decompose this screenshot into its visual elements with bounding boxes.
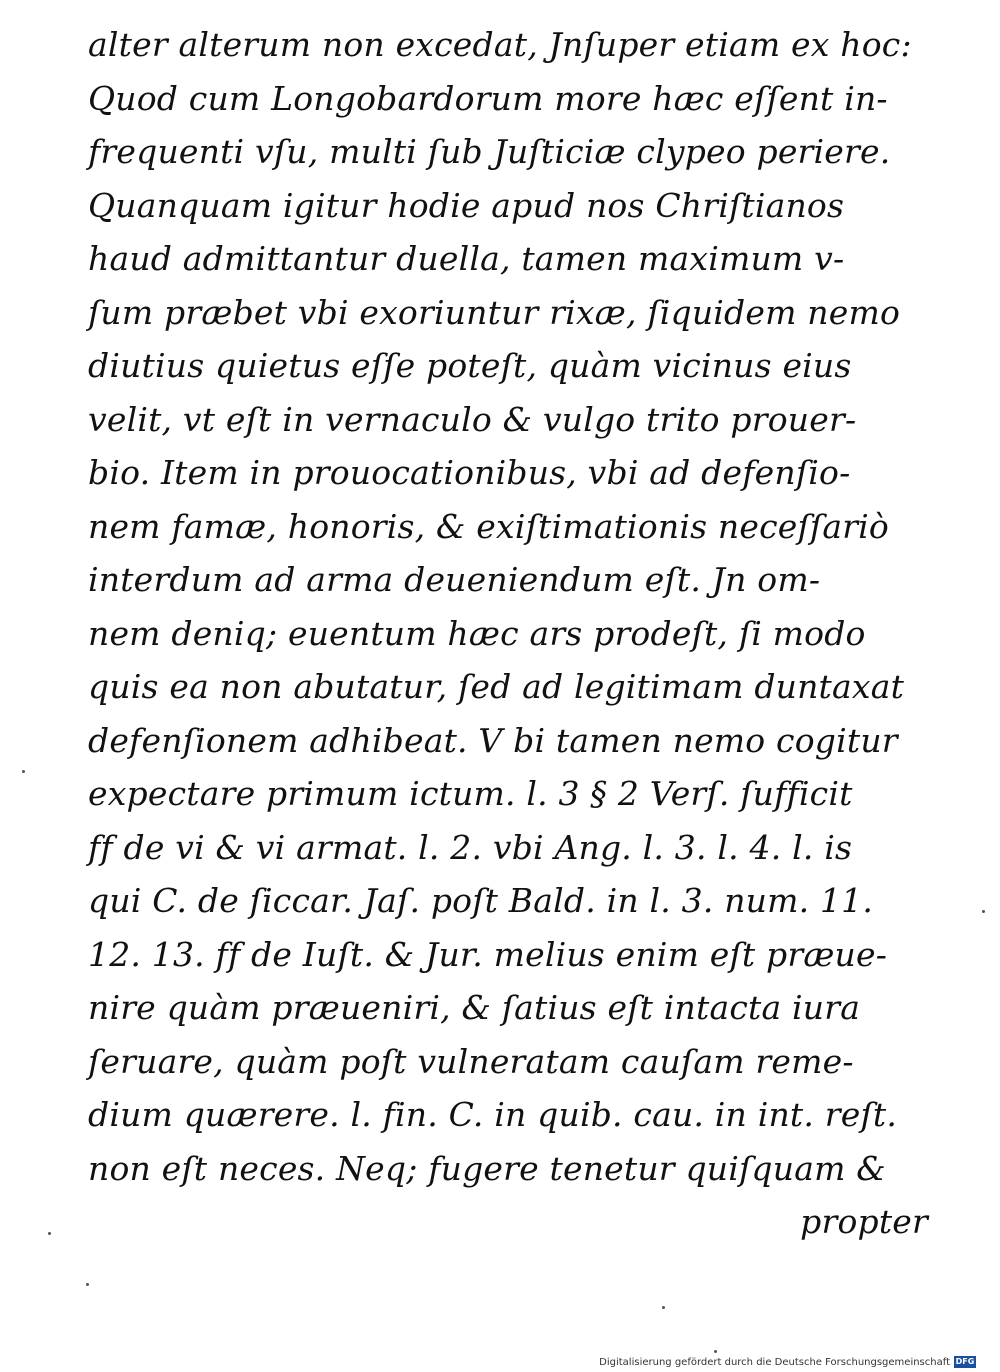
text-line-13: quis ea non abutatur, ſed ad legitimam duntaxat [88,667,905,706]
print-speck [714,1350,717,1353]
text-line-12: nem deniq; euentum hæc ars prodeſt, ſi modo [88,613,866,653]
body-text [88,18,948,1249]
text-line-10: nem famæ, honoris, & exiſtimationis neceſſariò [88,506,889,546]
print-speck [48,1232,51,1235]
text-line-3: frequenti vſu, multi ſub Juſticiæ clypeo periere. [88,132,891,171]
text-line-18: 12. 13. ff de Iuſt. & Jur. melius enim eſt præue- [88,934,888,974]
text-line-11: interdum ad arma deueniendum eſt. Jn om- [88,560,821,599]
text-line-4: Quanquam igitur hodie apud nos Chriſtianos [88,185,845,225]
text-line-7: diutius quietus eſſe poteſt, quàm vicinus eius [88,346,852,385]
text-line-16: ff de vi & vi armat. l. 2. vbi Ang. l. 3. l. 4. l. is [88,827,853,867]
dfg-logo-icon: DFG [955,1357,975,1366]
text-line-17: qui C. de ſiccar. Jaſ. poſt Bald. in l. 3. num. 11. [88,881,874,920]
text-line-21: dium quærere. l. fin. C. in quib. cau. in int. reſt. [88,1095,898,1134]
text-line-2: Quod cum Longobardorum more hæc eſſent in- [88,78,888,118]
catchword: propter [800,1202,928,1241]
text-line-6: ſum præbet vbi exoriuntur rixæ, ſiquidem nemo [88,292,901,332]
text-line-5: haud admittantur duella, tamen maximum v- [88,239,845,278]
text-line-9: bio. Item in prouocationibus, vbi ad defenſio- [88,453,851,492]
text-line-20: ſeruare, quàm poſt vulneratam cauſam reme- [88,1041,854,1081]
print-speck [662,1306,665,1309]
text-line-8: velit, vt eſt in vernaculo & vulgo trito prouer- [88,399,857,439]
text-line-14: defenſionem adhibeat. V bi tamen nemo cogitur [88,720,898,760]
text-line-1: alter alterum non excedat, Jnſuper etiam ex hoc: [88,25,912,64]
print-speck [982,910,985,913]
footer-credit: Digitalisierung gefördert durch die Deutsche Forschungsgemeinschaft [599,1356,950,1368]
print-speck [22,770,25,773]
text-line-22: non eſt neces. Neq; fugere tenetur quiſquam & [88,1148,886,1188]
text-line-15: expectare primum ictum. l. 3 § 2 Verſ. ſufficit [88,774,853,813]
print-speck [86,1283,89,1286]
text-line-19: nire quàm præueniri, & ſatius eſt intacta iura [88,988,861,1027]
digitization-footer [599,1356,976,1368]
